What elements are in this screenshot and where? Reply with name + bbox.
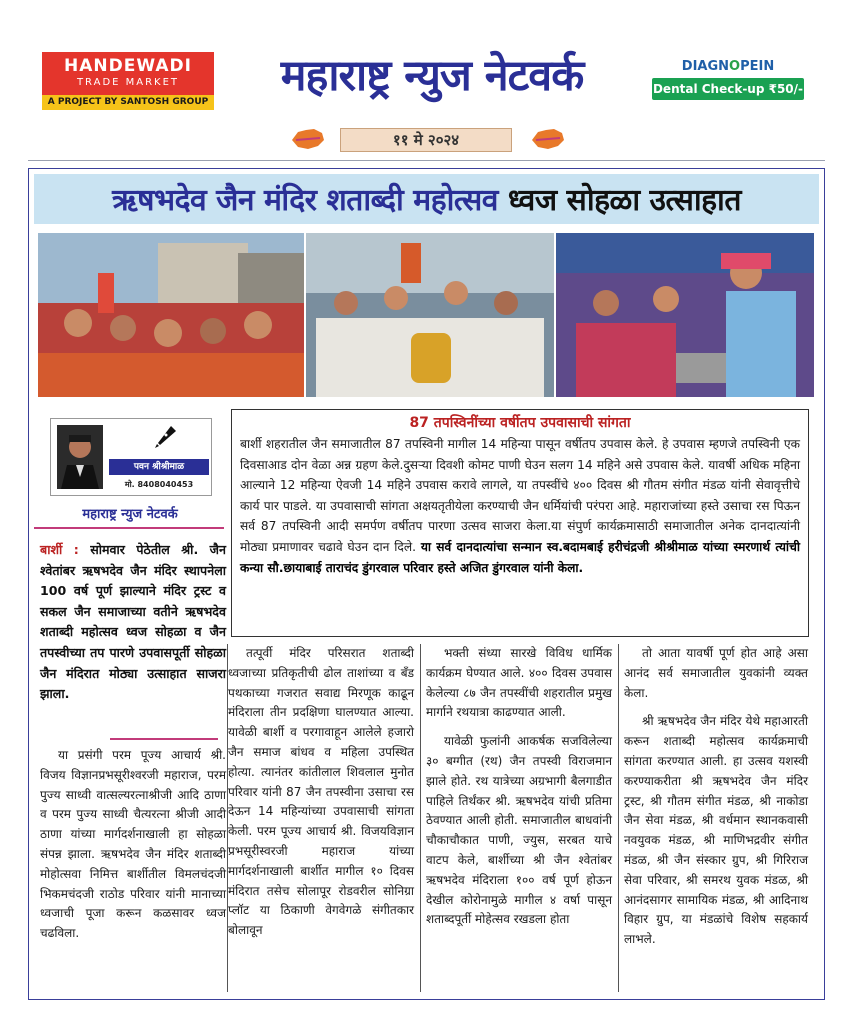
photo-procession bbox=[38, 233, 304, 397]
masthead-divider bbox=[28, 160, 825, 161]
col1-paragraph-1: या प्रसंगी परम पूज्य आचार्य श्री. विजय विज्ञानप्रभसूरीश्वरजी महाराज, परम पुज्य साध्वी वात्सल्यरत्नाश्रीजी आदि ठाणा व परम पुज्य साध्वी चैत्यरत्ना श्रीजी आदी ठाणा यांच्या मार्गदर्शनाखाली हा सोहळा संपन्न झाला. ऋषभदेव जैन मंदिर शताब्दी मोहोत्सवा निमित्त बार्शीतील विमलचंदजी भिकमचंदजी राठोड परिवार यांनी मानाच्या ध्वजाची पूजा करून कळसावर ध्वज चढविला. bbox=[40, 748, 226, 941]
summary-box-body: बार्शी शहरातील जैन समाजातील 87 तपस्विनी मागील 14 महिन्या पासून वर्षीतप उपवास केले. हे उपवास म्हणजे तपस्विनी एक दिवसाआड दोन वेळा अन्न ग्रहण केले.दुसऱ्या दिवशी कोमट पाणी घेउन सलग 14 महिने असे उपवास केले. यावर्षी अधिक महिना आल्याने 12 महिन्या ऐवजी 14 महिने उपवास करावे लागले, या तपस्वींचे ४०० दिवस श्री गौतम संगीत मंडळ यांनी सेवावृत्तीचे कार्य पार पाडले. या उपवासाची सांगता अक्षयतृतीयेला करण्याची जैन धर्मियांची परंपरा आहे. महाराजांच्या हस्ते उसाचा रस पिऊन सर्व 87 तपस्विनी आदी समर्पण वर्षीतप पारणा उत्सव साजरा केला.या संपुर्ण कार्यक्रमासाठी समाजातील अनेक दानदात्यांनी मोठ्या प्रमाणावर चढावे घेउन दान दिले. bbox=[240, 437, 800, 554]
ad-brand-tag: A PROJECT BY SANTOSH GROUP bbox=[42, 95, 214, 110]
ad-right-offer: Dental Check-up ₹50/- bbox=[652, 78, 804, 100]
col2-paragraph-1: तत्पूर्वी मंदिर परिसरात शताब्दी ध्वजाच्या प्रतिकृतीची ढोल ताशांच्या व बँड पथकाच्या गजरात सवाद्य मिरणूक काढून मंदिराला तीन प्रदक्षिणा घालण्यात आल्या. यावेळी बार्शी व परगावाहून आलेले हजारो जैन समाज बांधव व महिला उपस्थित होत्या. त्यानंतर कांतीलाल शिवलाल मुनोत परिवार यांनी 87 जैन तपस्वीना उसाचा रस देऊन 14 महिन्यांच्या उपवासाची सांगता केली. परम पूज्य आचार्य श्री. विजयविज्ञान प्रभसूरीस्वरजी महाराज यांच्या मार्गदर्शनाखाली बार्शीत मागील १० दिवस मंदिरात तसेच सोलापूर रोडवरील सोनिग्रा प्लॉट या ठिकाणी वेगवेगळे संगीतकार बोलावून bbox=[228, 646, 414, 938]
headline-part-b: ध्वज सोहळा उत्साहात bbox=[507, 183, 741, 218]
headline-part-a: ऋषभदेव जैन मंदिर शताब्दी महोत्सव bbox=[112, 183, 498, 218]
lead-text: सोमवार पेठेतील श्री. जैन श्वेतांबर ऋषभदेव जैन मंदिर स्थापनेला 100 वर्ष पूर्ण झाल्याने मंदिर ट्रस्ट व सकल जैन समाजाच्या वतीने ऋषभदेव शताब्दी महोत्सव ध्वज सोहळा व जैन तपस्वीच्या तप पारणे उपवासपूर्ती सोहळा जैन मंदिरात मोठ्या उत्साहात साजरा झाला. bbox=[40, 542, 227, 702]
photo-honour-ceremony bbox=[556, 233, 814, 397]
summary-box-text bbox=[240, 434, 800, 578]
dateline-place: बार्शी : bbox=[40, 542, 79, 557]
reporter-name: पवन श्रीश्रीमाळ bbox=[109, 459, 209, 475]
fountain-pen-icon bbox=[151, 422, 179, 450]
body-column-3 bbox=[426, 644, 612, 930]
ad-brand-name: HANDEWADI bbox=[64, 56, 192, 76]
maharashtra-map-icon bbox=[290, 126, 326, 152]
reporter-avatar bbox=[57, 425, 103, 489]
col3-paragraph-2: यावेळी फुलांनी आकर्षक सजविलेल्या ३० बग्गीत (रथ) जैन तपस्वी विराजमान झाले होते. रथ यात्रेच्या अग्रभागी बैलगाडीत पाहिले तिर्थंकर श्री. ऋषभदेव यांची प्रतिमा ठेवण्यात आली होती. समाजातील बाधवांनी चौकाचौकात पाणी, ज्युस, सरबत याचे वाटप केले, बार्शीच्या श्री जैन श्वेतांबर ऋषभदेव मंदिराला १०० वर्ष पूर्ण होऊन देखील कोरोनामुळे मागील ४ वर्षा पासून शताब्दपूर्ती मोहेत्सव रखडला होता bbox=[426, 734, 612, 927]
issue-date: ११ मे २०२४ bbox=[340, 128, 512, 152]
lead-divider bbox=[110, 738, 218, 740]
body-column-1 bbox=[40, 746, 226, 944]
summary-box-bold: या सर्व दानदात्यांचा सन्मान स्व.बदामबाई हरीचंद्रजी श्रीश्रीमाळ यांच्या स्मरणार्थ त्यांची कन्या सौ.छायाबाई ताराचंद डुंगरवाल परिवार हस्ते अजित डुंगरवाल यांनी केला. bbox=[240, 539, 800, 575]
maharashtra-map-icon bbox=[530, 126, 566, 152]
column-divider bbox=[420, 644, 421, 992]
col4-paragraph-1: तो आता यावर्षी पूर्ण होत आहे असा आनंद सर्व समाजातील युवकांनी व्यक्त केला. bbox=[624, 646, 808, 700]
caption-divider bbox=[34, 527, 224, 529]
col3-paragraph-1: भक्ती संध्या सारखे विविध धार्मिक कार्यक्रम घेण्यात आले. ४०० दिवस उपवास केलेल्या ८७ जैन तपस्वींची शहरातील प्रमुख मार्गाने रथयात्रा काढण्यात आली. bbox=[426, 646, 612, 720]
ad-brand-sub: TRADE MARKET bbox=[76, 77, 180, 88]
col4-paragraph-2: श्री ऋषभदेव जैन मंदिर येथे महाआरती करून शताब्दी महोत्सव कार्यक्रमाची सांगता करण्यात आली. हा उत्सव यशस्वी करण्याकरीता श्री ऋषभदेव जैन मंदिर ट्रस्ट, श्री गौतम संगीत मंडळ, श्री नाकोडा जैन सेवा मंडळ, श्री वर्धमान स्थानकवासी नवयुवक मंडळ, श्री माणिभद्रवीर संगीत मंडळ, श्री जैन संस्कार ग्रुप, श्री गिरिराज सेवा परिवार, श्री समरथ युवक मंडळ, श्री आनंदसागर सामायिक मंडळ, श्री आदिनाथ विहार ग्रुप, या मंडळांचे विशेष सहकार्य लाभले. bbox=[624, 714, 808, 947]
article-headline bbox=[34, 178, 819, 219]
newspaper-title: महाराष्ट्र न्युज नेटवर्क bbox=[280, 51, 584, 101]
reporter-caption: महाराष्ट्र न्युज नेटवर्क bbox=[82, 507, 178, 522]
reporter-card bbox=[50, 418, 212, 496]
ad-right-brand: DIAGNOPEIN bbox=[681, 59, 775, 74]
body-column-4 bbox=[624, 644, 808, 950]
body-column-2 bbox=[228, 644, 414, 941]
photo-tapasvi-ceremony bbox=[306, 233, 554, 397]
handewadi-ad bbox=[42, 52, 214, 110]
column-divider bbox=[618, 644, 619, 992]
summary-box-title: 87 तपस्विनींच्या वर्षीतप उपवासाची सांगता bbox=[409, 415, 631, 431]
diagnopein-ad bbox=[652, 56, 804, 106]
summary-box bbox=[231, 409, 809, 637]
lead-paragraph bbox=[40, 540, 226, 705]
reporter-mobile: मो. 8408040453 bbox=[124, 480, 194, 489]
